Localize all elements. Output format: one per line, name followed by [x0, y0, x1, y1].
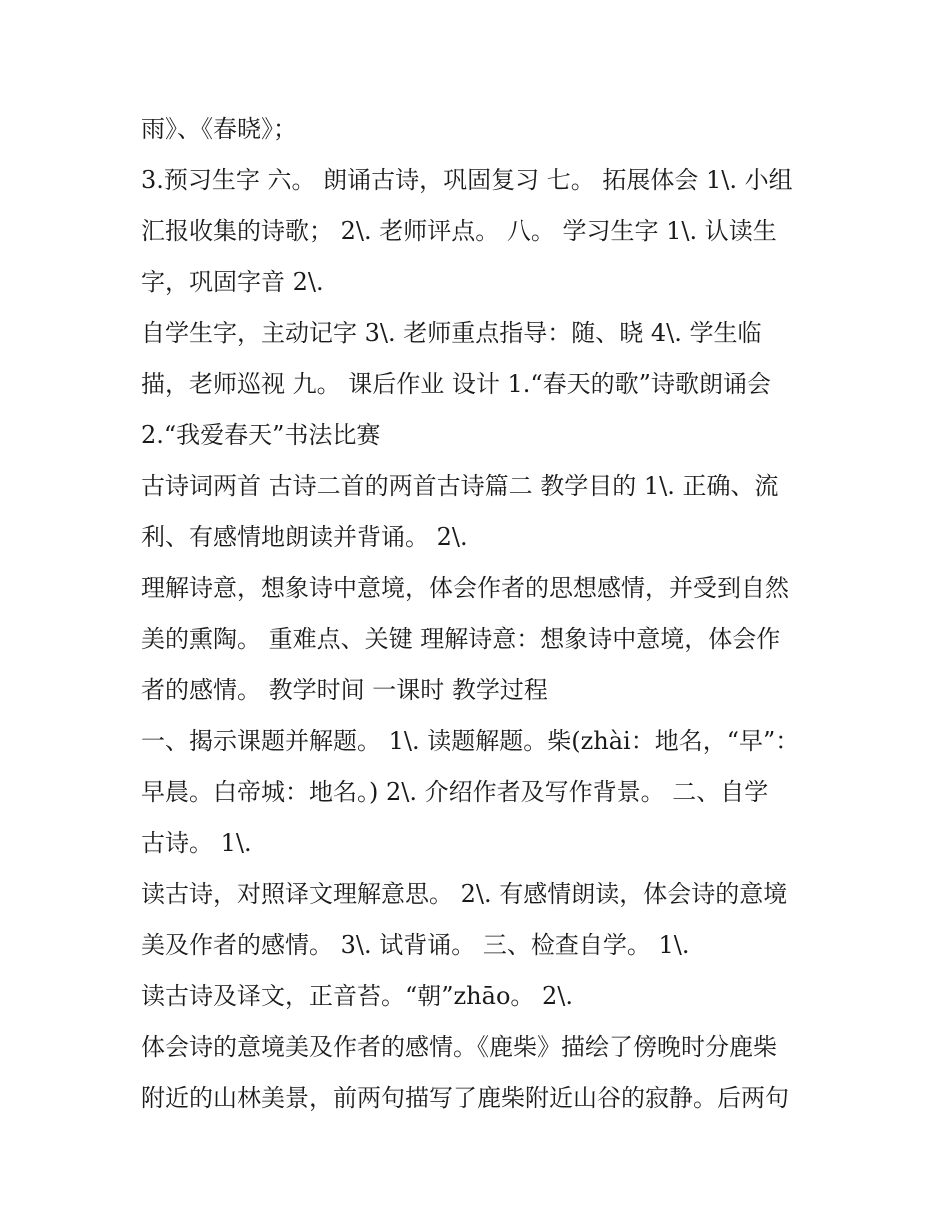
text-line: 读古诗及译文，正音苔。“朝”zhāo。 2\.: [141, 982, 574, 1010]
text-line: 理解诗意，想象诗中意境，体会作者的思想感情，并受到自然: [141, 574, 789, 602]
text-line: 2.“我爱春天”书法比赛: [141, 421, 381, 449]
text-line: 利、有感情地朗读并背诵。 2\.: [141, 523, 468, 551]
text-line: 雨》、《春晓》；: [141, 115, 297, 143]
text-line: 附近的山林美景，前两句描写了鹿柴附近山谷的寂静。后两句: [141, 1084, 789, 1112]
text-line: 汇报收集的诗歌； 2\. 老师评点。 八。 学习生字 1\. 认读生: [141, 217, 777, 245]
text-line: 描，老师巡视 九。 课后作业 设计 1.“春天的歌”诗歌朗诵会: [141, 370, 771, 398]
text-line: 体会诗的意境美及作者的感情。《鹿柴》描绘了傍晚时分鹿柴: [141, 1033, 777, 1061]
text-line: 古诗。 1\.: [141, 829, 252, 857]
text-line: 美的熏陶。 重难点、关键 理解诗意：想象诗中意境，体会作: [141, 625, 781, 653]
text-line: 一、揭示课题并解题。 1\. 读题解题。柴(zhài：地名，“早”：: [141, 727, 800, 755]
text-line: 字，巩固字音 2\.: [141, 268, 324, 296]
text-line: 古诗词两首 古诗二首的两首古诗篇二 教学目的 1\. 正确、流: [141, 472, 779, 500]
text-line: 3.预习生字 六。 朗诵古诗，巩固复习 七。 拓展体会 1\. 小组: [141, 166, 793, 194]
text-line: 者的感情。 教学时间 一课时 教学过程: [141, 676, 548, 704]
text-line: 读古诗，对照译文理解意思。 2\. 有感情朗读，体会诗的意境: [141, 880, 788, 908]
text-line: 美及作者的感情。 3\. 试背诵。 三、检查自学。 1\.: [141, 931, 690, 959]
text-line: 早晨。白帝城：地名。) 2\. 介绍作者及写作背景。 二、自学: [141, 778, 769, 806]
text-line: 自学生字，主动记字 3\. 老师重点指导：随、晓 4\. 学生临: [141, 319, 762, 347]
body-text: [141, 108, 821, 1128]
